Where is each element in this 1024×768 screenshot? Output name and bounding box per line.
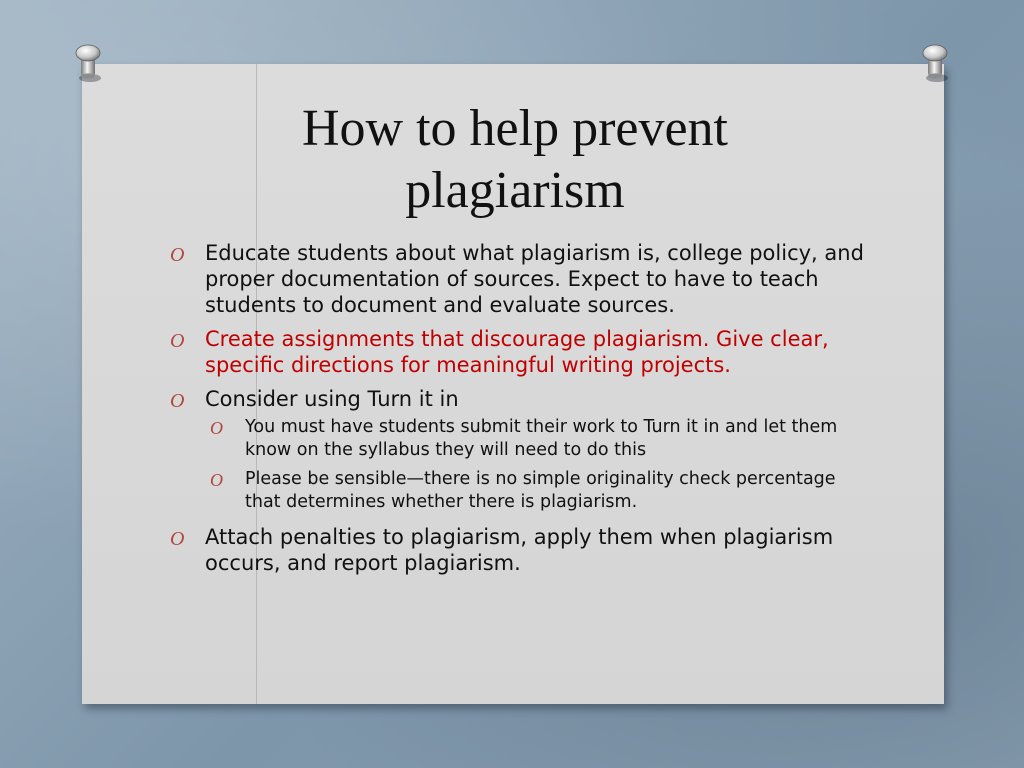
bullet-item — [170, 386, 870, 412]
bullet-o-icon: O — [210, 418, 223, 438]
bullet-text: Educate students about what plagiarism is, college policy, and proper documentation of sources. Expect to have to teach students to document and evaluate sources. — [205, 241, 864, 317]
bullet-text: Consider using Turn it in — [205, 387, 459, 411]
sub-bullet-item — [210, 468, 870, 514]
pushpin-icon — [920, 42, 950, 84]
sub-bullet-text: Please be sensible—there is no simple originality check percentage that determines whether there is plagiarism. — [245, 469, 836, 512]
bullet-list — [170, 240, 870, 584]
bullet-o-icon: O — [210, 470, 223, 490]
bullet-o-icon: O — [170, 528, 185, 550]
sub-bullet-item — [210, 416, 870, 462]
bullet-item — [170, 240, 870, 318]
bullet-item — [170, 524, 870, 576]
bullet-o-icon: O — [170, 244, 185, 266]
pushpin-icon — [73, 42, 103, 84]
slide-title — [230, 98, 800, 222]
bullet-o-icon: O — [170, 330, 185, 352]
bullet-text: Create assignments that discourage plagiarism. Give clear, specific directions for meaningful writing projects. — [205, 327, 829, 377]
slide-title-line-2: plagiarism — [405, 162, 625, 219]
bullet-item — [170, 326, 870, 378]
bullet-text: Attach penalties to plagiarism, apply them when plagiarism occurs, and report plagiarism. — [205, 525, 834, 575]
slide-title-line-1: How to help prevent — [301, 100, 728, 157]
bullet-o-icon: O — [170, 390, 185, 412]
sub-bullet-text: You must have students submit their work to Turn it in and let them know on the syllabus they will need to do this — [245, 417, 838, 460]
